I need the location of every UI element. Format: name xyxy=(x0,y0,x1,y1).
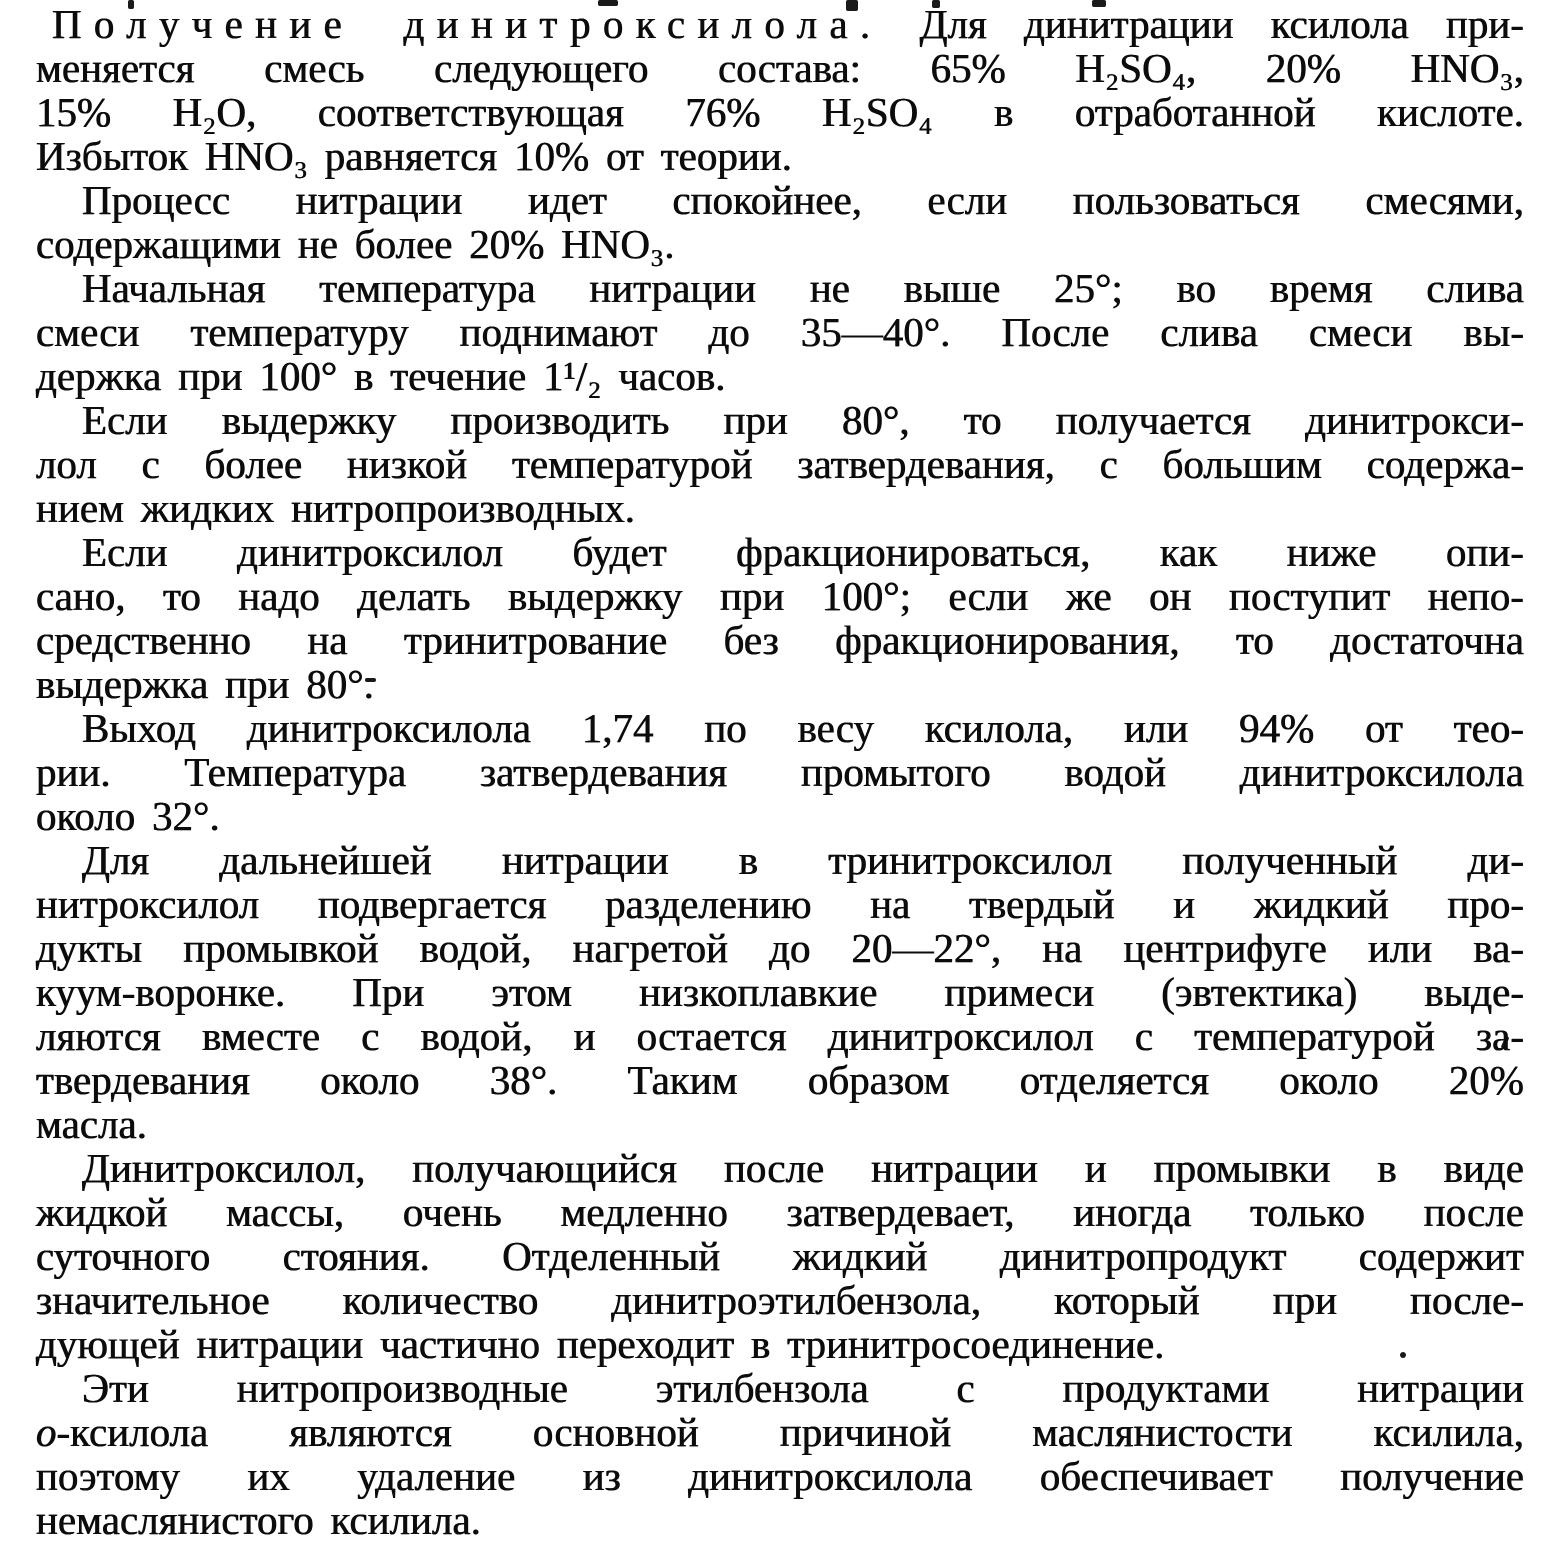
text-line: смеси температуру поднимают до 35—40°. После слива смеси вы- xyxy=(36,309,1524,355)
text-line: содержащими не более 20% HNO₃. xyxy=(36,221,675,267)
text-line xyxy=(36,2,1524,46)
text-line: выдержка при 80°. xyxy=(36,661,374,707)
text-line: немаслянистого ксилила. xyxy=(36,1497,481,1543)
text-line: Процесс нитрации идет спокойнее, если пользоваться смесями, xyxy=(82,177,1524,223)
text-line: около 32°. xyxy=(36,793,220,839)
text-line: поэтому их удаление из динитроксилола обеспечивает получение xyxy=(36,1453,1524,1499)
text-line: сано, то надо делать выдержку при 100°; если же он поступит непо- xyxy=(36,573,1524,619)
text-line: Избыток HNO₃ равняется 10% от теории. xyxy=(36,133,792,179)
text-line: средственно на тринитрование без фракционирования, то достаточна xyxy=(36,617,1524,663)
text-line: лол с более низкой температурой затвердевания, с большим содержа- xyxy=(36,441,1524,487)
text-line: твердевания около 38°. Таким образом отделяется около 20% xyxy=(36,1057,1524,1103)
text-line: Динитроксилол, получающийся после нитрации и промывки в виде xyxy=(82,1145,1524,1191)
text-line: ляются вместе с водой, и остается динитроксилол с температурой за- xyxy=(36,1013,1524,1059)
text-line: рии. Температура затвердевания промытого водой динитроксилола xyxy=(36,749,1524,795)
line-text: Для динитрации ксилола при- xyxy=(882,1,1524,47)
text-line xyxy=(36,1410,1524,1454)
text-line: Если выдержку производить при 80°, то получается динитрокси- xyxy=(82,397,1524,443)
text-line: нитроксилол подвергается разделению на твердый и жидкий про- xyxy=(36,881,1524,927)
text-line: жидкой массы, очень медленно затвердевает, иногда только после xyxy=(36,1189,1524,1235)
text-line: 15% H₂O, соответствующая 76% H₂SO₄ в отработанной кислоте. xyxy=(36,89,1524,135)
text-line: меняется смесь следующего состава: 65% H₂SO₄, 20% HNO₃, xyxy=(36,45,1524,91)
paragraph-lead-spaced: Получение динитроксилола. xyxy=(52,1,883,47)
text-line: дующей нитрации частично переходит в тринитросоединение. xyxy=(36,1321,1165,1367)
text-line: Если динитроксилол будет фракционироваться, как ниже опи- xyxy=(82,529,1524,575)
text-line: держка при 100° в течение 1¹/₂ часов. xyxy=(36,353,726,399)
text-line: куум-воронке. При этом низкоплавкие примеси (эвтектика) выде- xyxy=(36,969,1524,1015)
text-line: дукты промывкой водой, нагретой до 20—22°, на центрифуге или ва- xyxy=(36,925,1524,971)
text-line: Для дальнейшей нитрации в тринитроксилол полученный ди- xyxy=(82,837,1524,883)
text-line: суточного стояния. Отделенный жидкий динитропродукт содержит xyxy=(36,1233,1524,1279)
text-line: Выход динитроксилола 1,74 по весу ксилола, или 94% от тео- xyxy=(82,705,1524,751)
text-block xyxy=(36,2,1524,1542)
text-line: Начальная температура нитрации не выше 25°; во время слива xyxy=(82,265,1524,311)
italic-prefix: о xyxy=(36,1409,57,1455)
text-line: масла. xyxy=(36,1101,147,1147)
text-line: Эти нитропроизводные этилбензола с продуктами нитрации xyxy=(82,1365,1524,1411)
text-line: нием жидких нитропроизводных. xyxy=(36,485,636,531)
line-text: -ксилола являются основной причиной маслянистости ксилила, xyxy=(56,1409,1524,1455)
text-line: значительное количество динитроэтилбензола, который при после- xyxy=(36,1277,1524,1323)
